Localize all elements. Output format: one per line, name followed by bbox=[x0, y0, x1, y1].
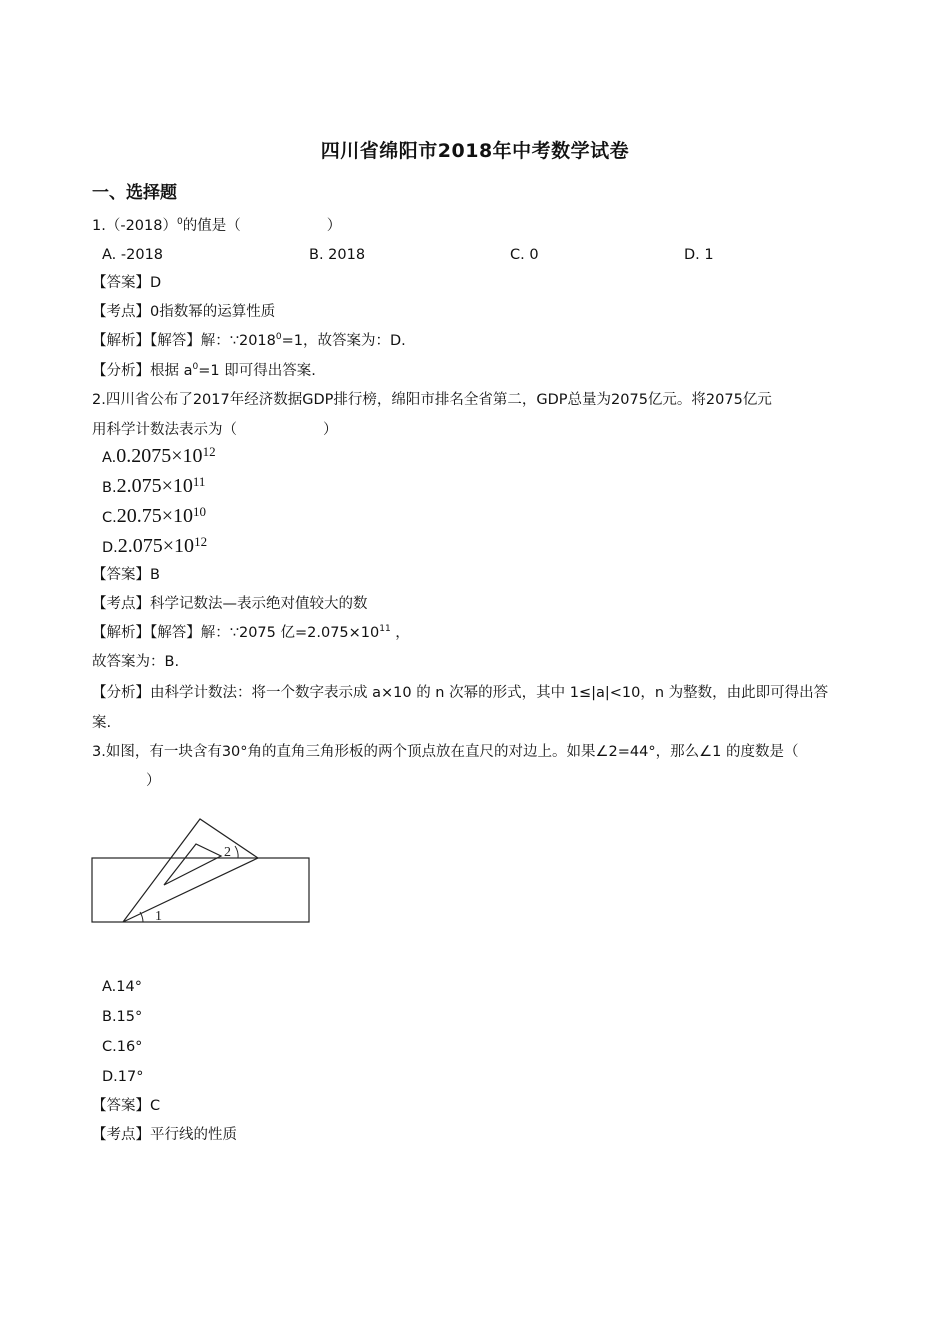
q3-stem-line2: ） bbox=[146, 773, 161, 789]
q2-option-a: $A.0.2075\times 10^{12}$ bbox=[102, 444, 216, 467]
q3-option-a: A.14° bbox=[102, 979, 142, 995]
triangle-outer bbox=[123, 819, 258, 922]
q3-option-c: C.16° bbox=[102, 1039, 143, 1055]
q1-option-a: A. -2018 bbox=[102, 247, 164, 263]
q1-option-b: B. 2018 bbox=[309, 247, 366, 263]
q1-jiexi: 【解析】【解答】解：$\because 2018^0=1$，故答案为：D. bbox=[92, 332, 406, 349]
q3-option-d: D.17° bbox=[102, 1069, 144, 1085]
q3-kaodian: 【考点】平行线的性质 bbox=[92, 1127, 237, 1143]
q2-kaodian: 【考点】科学记数法—表示绝对值较大的数 bbox=[92, 596, 368, 612]
q3-answer: 【答案】C bbox=[92, 1098, 161, 1114]
q3-option-b: B.15° bbox=[102, 1009, 143, 1025]
q2-stem-line1: 2.四川省公布了2017年经济数据GDP排行榜，绵阳市排名全省第二，GDP总量为2075亿元。将2075亿元 bbox=[92, 392, 772, 408]
q2-jiexi: 【解析】【解答】解：∵2075 亿$=2.075\times 10^{11}$ ， bbox=[92, 624, 410, 641]
q1-fenxi: 【分析】根据 $a^0=1$ 即可得出答案. bbox=[92, 362, 316, 379]
q2-option-c: $C.20.75\times 10^{10}$ bbox=[102, 504, 207, 527]
angle-2-arc bbox=[235, 846, 238, 858]
angle-1-label: 1 bbox=[155, 909, 162, 924]
q1-stem: $1.(-2018)^0$的值是（ ） bbox=[92, 217, 342, 234]
q2-jiexi-line2: 故答案为：B. bbox=[92, 654, 180, 670]
q2-option-d: $D.2.075\times 10^{12}$ bbox=[102, 534, 208, 557]
angle-2-label: 2 bbox=[224, 845, 231, 860]
q1-answer: 【答案】D bbox=[92, 275, 162, 291]
q1-option-c: C. 0 bbox=[510, 247, 539, 263]
ruler-rect bbox=[92, 858, 309, 922]
q2-fenxi-line1: 【分析】由科学计数法：将一个数字表示成 a×10 的 n 次幂的形式，其中 1≤|a|<10，n 为整数，由此即可得出答 bbox=[92, 685, 829, 701]
q1-option-d: D. 1 bbox=[684, 247, 714, 263]
q1-kaodian: 【考点】0指数幂的运算性质 bbox=[92, 304, 276, 320]
ruler-triangle-figure bbox=[88, 815, 318, 935]
q3-stem-line1: 3.如图，有一块含有30°角的直角三角形板的两个顶点放在直尺的对边上。如果∠2=44°，那么∠1 的度数是（ bbox=[92, 744, 799, 760]
triangle-inner bbox=[164, 844, 221, 885]
page-title: 四川省绵阳市2018年中考数学试卷 bbox=[320, 140, 630, 162]
q2-option-b: $B.2.075\times 10^{11}$ bbox=[102, 474, 206, 497]
q2-fenxi-line2: 案. bbox=[92, 715, 112, 731]
q2-answer: 【答案】B bbox=[92, 567, 160, 583]
q2-stem-line2: 用科学计数法表示为（ ） bbox=[92, 422, 338, 438]
section-heading: 一、选择题 bbox=[92, 183, 177, 203]
